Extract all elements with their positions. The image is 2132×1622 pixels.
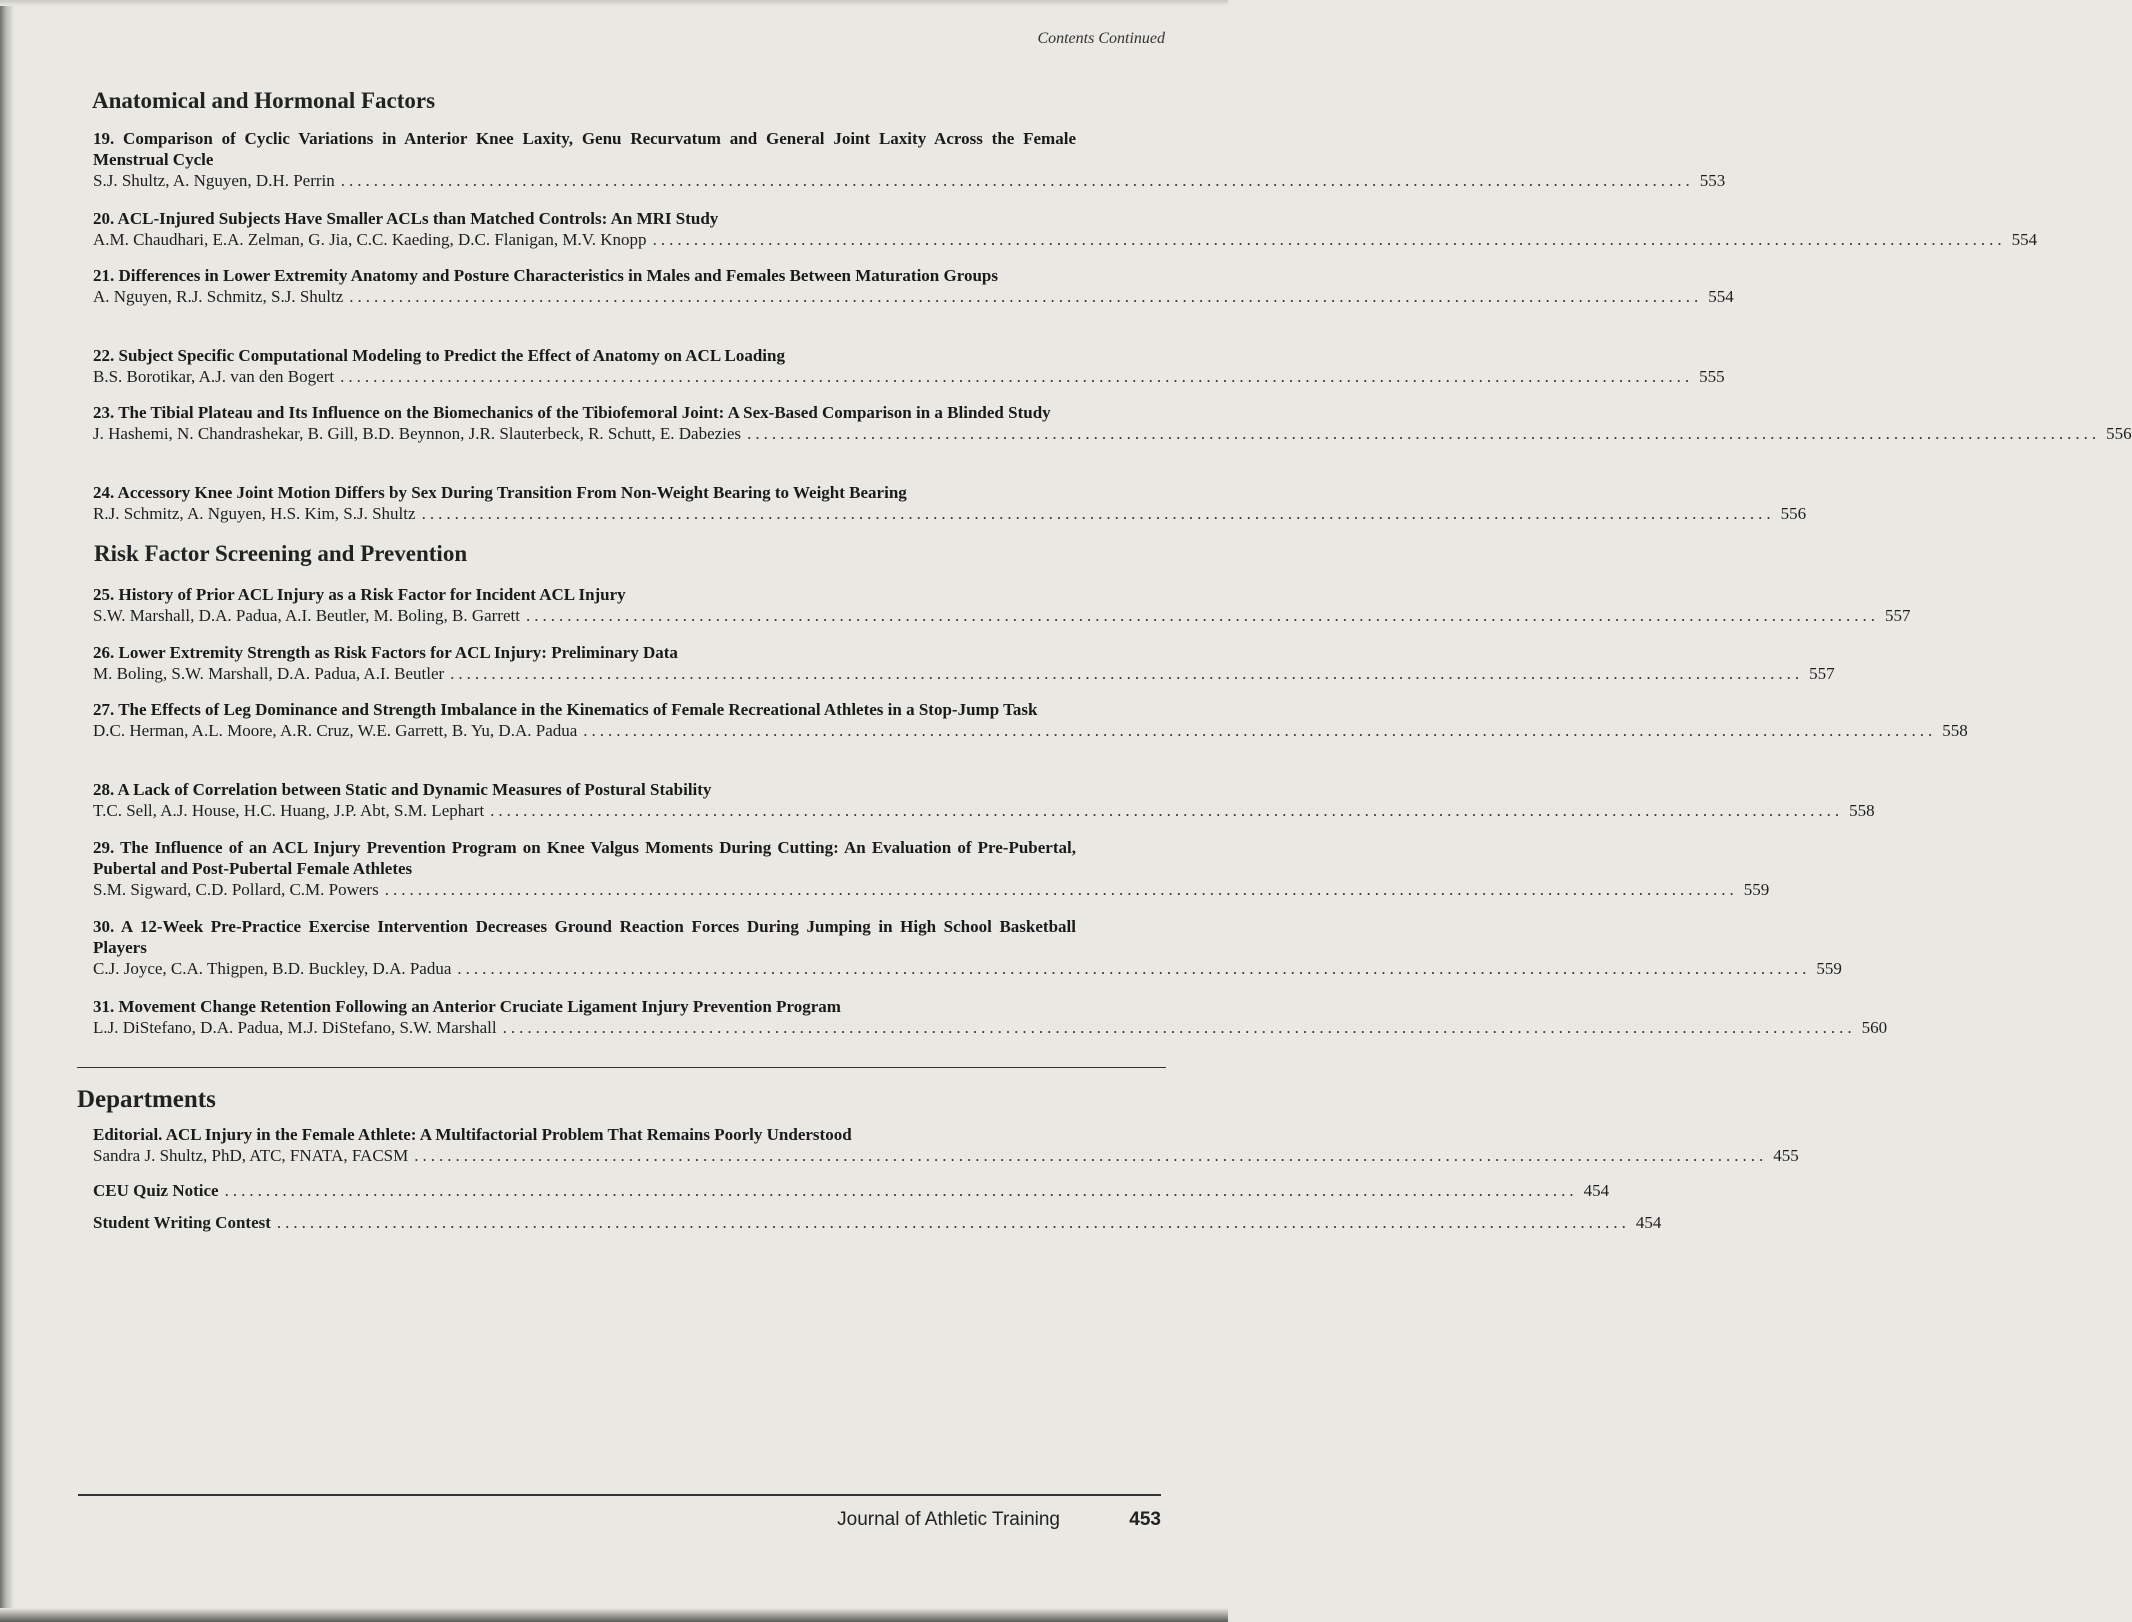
toc-entry[interactable] [93,779,1875,821]
entry-page-number: 454 [1635,1213,1662,1232]
entry-title: 24. Accessory Knee Joint Motion Differs by Sex During Transition From Non-Weight Bearing to Weight Bearing [93,483,907,502]
entry-page-number: 556 [2106,424,2132,443]
entry-authors: M. Boling, S.W. Marshall, D.A. Padua, A.I. Beutler [93,664,445,683]
entry-authors: S.J. Shultz, A. Nguyen, D.H. Perrin [93,171,335,190]
entry-title: 25. History of Prior ACL Injury as a Risk Factor for Incident ACL Injury [93,585,626,604]
entry-title: 27. The Effects of Leg Dominance and Strength Imbalance in the Kinematics of Female Recreational Athletes in a Stop-Jump Task [93,700,1038,719]
dot-leader: .................................................................................................................................................................... [276,1213,1630,1232]
dot-leader: .................................................................................................................................................................... [502,1018,1856,1037]
dot-leader: .................................................................................................................................................................... [224,1181,1578,1200]
toc-entry[interactable] [93,482,1807,524]
entry-authors: A. Nguyen, R.J. Schmitz, S.J. Shultz [93,287,344,306]
dot-leader: .................................................................................................................................................................... [349,287,1703,306]
entry-page-number: 554 [1708,287,1734,306]
entry-authors: T.C. Sell, A.J. House, H.C. Huang, J.P. Abt, S.M. Lephart [93,801,485,820]
entry-title: 19. Comparison of Cyclic Variations in Anterior Knee Laxity, Genu Recurvatum and General Joint Laxity Across the Female Menstrual Cycle [93,129,1076,169]
entry-page-number: 557 [1884,606,1911,625]
running-head: Contents Continued [1037,30,1165,47]
dot-leader: .................................................................................................................................................................... [414,1146,1768,1165]
toc-entry[interactable] [93,1124,1799,1166]
entry-authors: R.J. Schmitz, A. Nguyen, H.S. Kim, S.J. Shultz [93,504,416,523]
entry-page-number: 553 [1699,171,1726,190]
dot-leader: .................................................................................................................................................................... [457,959,1811,978]
entry-title: 30. A 12-Week Pre-Practice Exercise Intervention Decreases Ground Reaction Forces During Jumping in High School Basketball Players [93,917,1076,957]
dot-leader: .................................................................................................................................................................... [525,606,1879,625]
toc-entry[interactable] [93,996,1888,1038]
entry-authors: S.W. Marshall, D.A. Padua, A.I. Beutler, M. Boling, B. Garrett [93,606,520,625]
entry-page-number: 557 [1809,664,1835,683]
entry-title: 22. Subject Specific Computational Modeling to Predict the Effect of Anatomy on ACL Loading [93,346,785,365]
entry-page-number: 558 [1942,721,1968,740]
entry-title: Editorial. ACL Injury in the Female Athlete: A Multifactorial Problem That Remains Poorly Understood [93,1125,852,1144]
entry-authors: S.M. Sigward, C.D. Pollard, C.M. Powers [93,880,379,899]
entry-authors: A.M. Chaudhari, E.A. Zelman, G. Jia, C.C. Kaeding, D.C. Flanigan, M.V. Knopp [93,230,647,249]
section-heading-departments: Departments [77,1086,216,1113]
footer-page-number: 453 [1129,1509,1161,1530]
toc-entry[interactable] [93,345,1725,387]
entry-title: 31. Movement Change Retention Following an Anterior Cruciate Ligament Injury Prevention Program [93,997,841,1016]
dot-leader: .................................................................................................................................................................... [490,801,1844,820]
toc-entry[interactable] [93,642,1835,684]
page-edge-shadow [0,0,14,1622]
entry-label: CEU Quiz Notice [93,1181,219,1200]
entry-authors: D.C. Herman, A.L. Moore, A.R. Cruz, W.E. Garrett, B. Yu, D.A. Padua [93,721,578,740]
dot-leader: .................................................................................................................................................................... [747,424,2101,443]
dot-leader: .................................................................................................................................................................... [384,880,1738,899]
toc-entry[interactable] [93,1180,1610,1201]
entry-page-number: 454 [1583,1181,1610,1200]
entry-title: 26. Lower Extremity Strength as Risk Factors for ACL Injury: Preliminary Data [93,643,678,662]
entry-title: 28. A Lack of Correlation between Static and Dynamic Measures of Postural Stability [93,780,712,799]
entry-page-number: 554 [2011,230,2038,249]
entry-page-number: 555 [1699,367,1725,386]
toc-entry[interactable] [93,128,1726,191]
dot-leader: .................................................................................................................................................................... [652,230,2006,249]
footer-rule [78,1494,1161,1496]
entry-label: Student Writing Contest [93,1213,271,1232]
entry-authors: B.S. Borotikar, A.J. van den Bogert [93,367,335,386]
toc-entry[interactable] [93,699,1968,741]
entry-page-number: 560 [1861,1018,1888,1037]
toc-entry[interactable] [93,916,1842,979]
entry-page-number: 556 [1780,504,1807,523]
entry-title: 23. The Tibial Plateau and Its Influence on the Biomechanics of the Tibiofemoral Joint: A Sex-Based Comparison in a Blinded Study [93,403,1051,422]
toc-entry[interactable] [93,402,2132,444]
dot-leader: .................................................................................................................................................................... [583,721,1937,740]
dot-leader: .................................................................................................................................................................... [340,171,1694,190]
entry-page-number: 455 [1773,1146,1799,1165]
entry-title: 20. ACL-Injured Subjects Have Smaller ACLs than Matched Controls: An MRI Study [93,209,719,228]
section-divider [77,1067,1166,1068]
entry-title: 21. Differences in Lower Extremity Anatomy and Posture Characteristics in Males and Females Between Maturation Groups [93,266,998,285]
entry-page-number: 558 [1849,801,1875,820]
entry-authors: J. Hashemi, N. Chandrashekar, B. Gill, B.D. Beynnon, J.R. Slauterbeck, R. Schutt, E. Dabezies [93,424,742,443]
toc-entry[interactable] [93,208,2038,250]
page-edge-bottom [0,1608,1228,1622]
dot-leader: .................................................................................................................................................................... [421,504,1775,523]
entry-page-number: 559 [1816,959,1842,978]
entry-authors: L.J. DiStefano, D.A. Padua, M.J. DiStefano, S.W. Marshall [93,1018,497,1037]
entry-authors: Sandra J. Shultz, PhD, ATC, FNATA, FACSM [93,1146,409,1165]
section-heading-risk: Risk Factor Screening and Prevention [94,541,468,566]
entry-authors: C.J. Joyce, C.A. Thigpen, B.D. Buckley, D.A. Padua [93,959,452,978]
toc-entry[interactable] [93,837,1770,900]
section-heading-anatomical: Anatomical and Hormonal Factors [92,88,436,113]
dot-leader: .................................................................................................................................................................... [450,664,1804,683]
page-edge-top [0,0,1228,6]
toc-entry[interactable] [93,1212,1662,1233]
entry-title: 29. The Influence of an ACL Injury Prevention Program on Knee Valgus Moments During Cutting: An Evaluation of Pre-Pubertal, Pubertal and Post-Pubertal Female Athletes [93,838,1076,878]
entry-page-number: 559 [1743,880,1770,899]
dot-leader: .................................................................................................................................................................... [340,367,1694,386]
footer-journal-title: Journal of Athletic Training [837,1509,1060,1530]
toc-entry[interactable] [93,265,1734,307]
toc-entry[interactable] [93,584,1911,626]
